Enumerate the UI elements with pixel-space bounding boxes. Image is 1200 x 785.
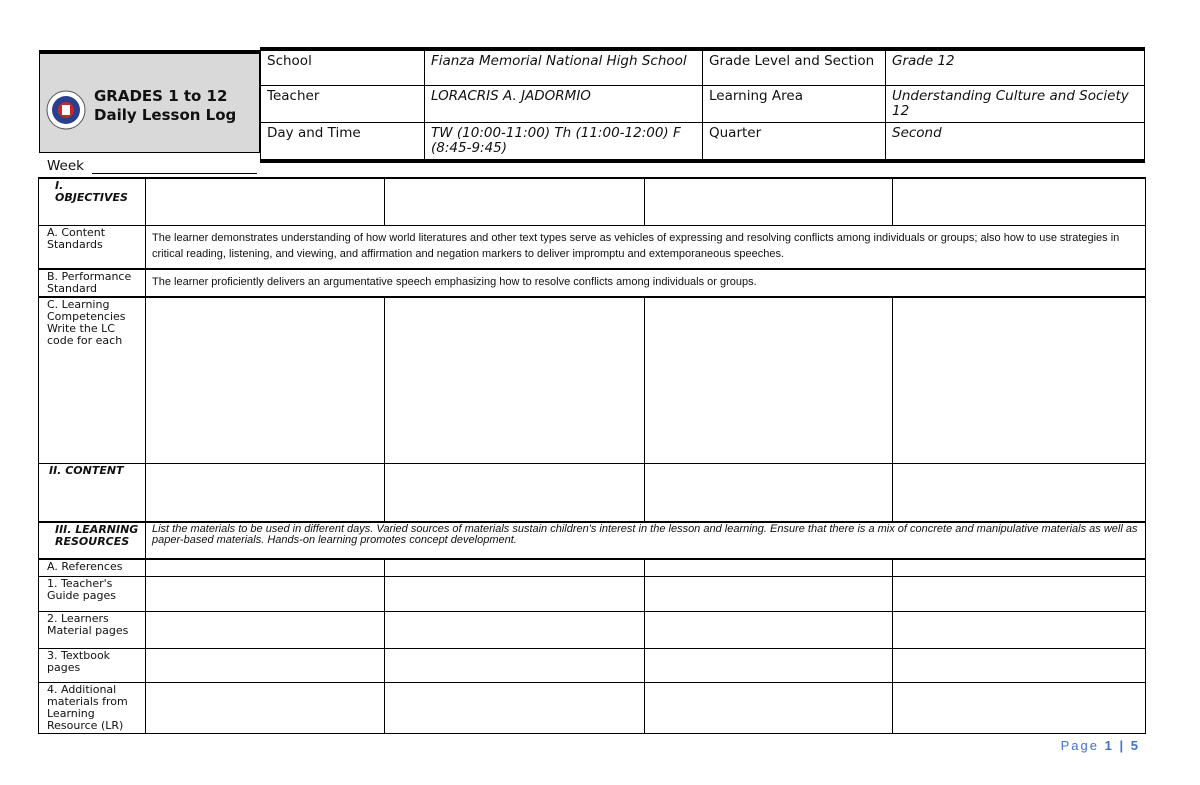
- quarter-value: Second: [886, 122, 1145, 161]
- day3-learners-material[interactable]: [645, 611, 893, 648]
- school-label: School: [261, 49, 425, 85]
- day4-learners-material[interactable]: [893, 611, 1146, 648]
- performance-standard-label: B. Performance Standard: [39, 269, 146, 297]
- day4-additional[interactable]: [893, 682, 1146, 733]
- day2-learners-material[interactable]: [385, 611, 645, 648]
- day3-competencies[interactable]: [645, 297, 893, 463]
- school-value: Fianza Memorial National High School: [425, 49, 703, 85]
- day2-competencies[interactable]: [385, 297, 645, 463]
- day4-objectives[interactable]: [893, 178, 1146, 225]
- day3-textbook[interactable]: [645, 648, 893, 682]
- header-info-table: [260, 47, 1145, 163]
- learning-resources-heading: III. LEARNING RESOURCES: [39, 522, 146, 559]
- grade-value: Grade 12: [886, 49, 1145, 85]
- lesson-log-table: [38, 177, 1146, 734]
- day1-objectives[interactable]: [146, 178, 385, 225]
- competencies-label: C. Learning Competencies Write the LC code for each: [39, 297, 146, 463]
- objectives-heading: I. OBJECTIVES: [39, 178, 146, 225]
- content-heading: II. CONTENT: [39, 463, 146, 522]
- day3-content[interactable]: [645, 463, 893, 522]
- teachers-guide-label: 1. Teacher's Guide pages: [39, 576, 146, 611]
- content-standards-text: The learner demonstrates understanding of how world literatures and other text types serve as vehicles of expressing and resolving conflicts among individuals or groups; also how to use strategies in critical reading, listening, and viewing, and affirmation and negation markers to deliver impromptu and extemporaneous speeches.: [146, 225, 1146, 269]
- grade-label: Grade Level and Section: [703, 49, 886, 85]
- day1-additional[interactable]: [146, 682, 385, 733]
- day2-textbook[interactable]: [385, 648, 645, 682]
- references-label: A. References: [39, 559, 146, 576]
- day2-objectives[interactable]: [385, 178, 645, 225]
- additional-materials-label: 4. Additional materials from Learning Resource (LR): [39, 682, 146, 733]
- day3-objectives[interactable]: [645, 178, 893, 225]
- page-number: Page 1 | 5: [1060, 738, 1140, 753]
- quarter-label: Quarter: [703, 122, 886, 161]
- content-standards-label: A. Content Standards: [39, 225, 146, 269]
- area-label: Learning Area: [703, 85, 886, 122]
- day4-teachers-guide[interactable]: [893, 576, 1146, 611]
- area-value: Understanding Culture and Society 12: [886, 85, 1145, 122]
- page-title: GRADES 1 to 12 Daily Lesson Log: [94, 87, 237, 124]
- header-title-block: [39, 50, 260, 153]
- learning-resources-text: List the materials to be used in different days. Varied sources of materials sustain children's interest in the lesson and learning. Ensure that there is a mix of concrete and manipulative materials as well as paper-based materials. Hands-on learning promotes concept development.: [146, 522, 1146, 559]
- day2-references[interactable]: [385, 559, 645, 576]
- day4-references[interactable]: [893, 559, 1146, 576]
- day2-content[interactable]: [385, 463, 645, 522]
- day1-teachers-guide[interactable]: [146, 576, 385, 611]
- time-label: Day and Time: [261, 122, 425, 161]
- teacher-label: Teacher: [261, 85, 425, 122]
- day4-content[interactable]: [893, 463, 1146, 522]
- day3-additional[interactable]: [645, 682, 893, 733]
- day4-competencies[interactable]: [893, 297, 1146, 463]
- performance-standard-text: The learner proficiently delivers an argumentative speech emphasizing how to resolve conflicts among individuals or groups.: [146, 269, 1146, 297]
- time-value: TW (10:00-11:00) Th (11:00-12:00) F (8:45-9:45): [425, 122, 703, 161]
- teacher-value: LORACRIS A. JADORMIO: [425, 85, 703, 122]
- textbook-label: 3. Textbook pages: [39, 648, 146, 682]
- day1-content[interactable]: [146, 463, 385, 522]
- day4-textbook[interactable]: [893, 648, 1146, 682]
- week-label: Week: [47, 158, 84, 174]
- day1-textbook[interactable]: [146, 648, 385, 682]
- day1-references[interactable]: [146, 559, 385, 576]
- day1-learners-material[interactable]: [146, 611, 385, 648]
- day1-competencies[interactable]: [146, 297, 385, 463]
- day2-additional[interactable]: [385, 682, 645, 733]
- learners-material-label: 2. Learners Material pages: [39, 611, 146, 648]
- day3-references[interactable]: [645, 559, 893, 576]
- day3-teachers-guide[interactable]: [645, 576, 893, 611]
- deped-seal-icon: [46, 90, 86, 130]
- day2-teachers-guide[interactable]: [385, 576, 645, 611]
- week-field[interactable]: [92, 173, 257, 174]
